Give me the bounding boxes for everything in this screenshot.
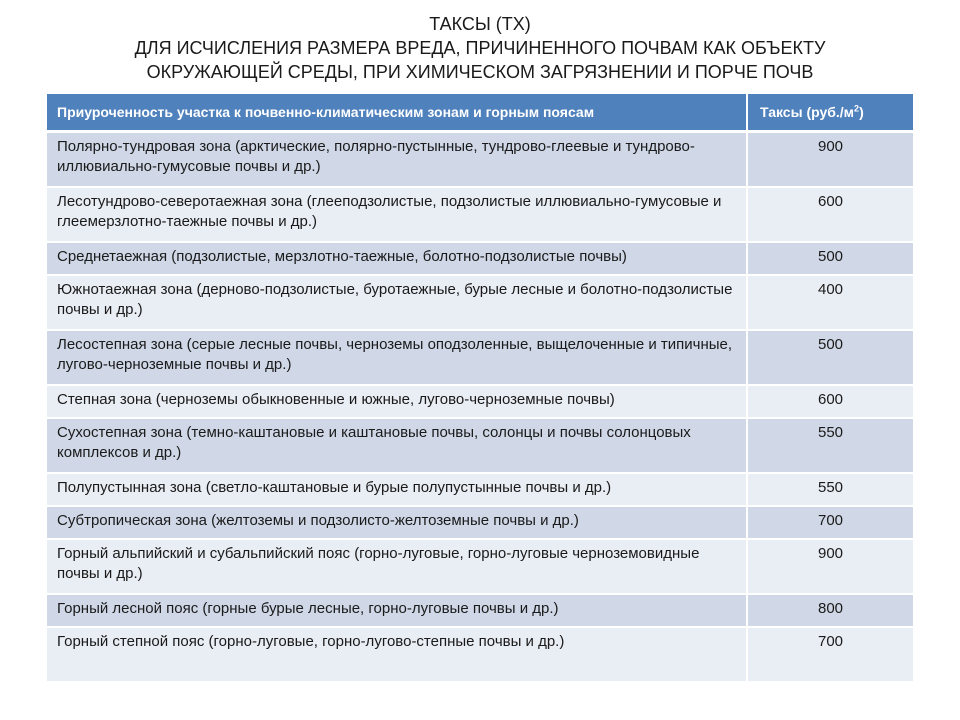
table-row — [47, 628, 913, 683]
table-row — [47, 474, 913, 507]
tax-table — [47, 94, 913, 683]
title-line-1: ТАКСЫ (ТХ) — [429, 14, 531, 34]
tax-cell: 550 — [748, 474, 913, 507]
zone-cell: Полярно-тундровая зона (арктические, полярно-пустынные, тундрово-глеевые и тундрово-иллювиально-гумусовые почвы и др.) — [47, 133, 748, 188]
header-tax-label: Таксы (руб./м — [760, 104, 855, 120]
tax-cell: 900 — [748, 540, 913, 595]
table-row — [47, 243, 913, 276]
table-row — [47, 276, 913, 331]
zone-cell: Лесотундрово-северотаежная зона (глееподзолистые, подзолистые иллювиально-гумусовые и глеемерзлотно-таежные почвы и др.) — [47, 188, 748, 243]
tax-cell: 700 — [748, 507, 913, 540]
zone-cell: Степная зона (черноземы обыкновенные и южные, лугово-черноземные почвы) — [47, 386, 748, 419]
title-line-3: ОКРУЖАЮЩЕЙ СРЕДЫ, ПРИ ХИМИЧЕСКОМ ЗАГРЯЗНЕНИИ И ПОРЧЕ ПОЧВ — [146, 62, 814, 82]
table-row — [47, 540, 913, 595]
tax-cell: 550 — [748, 419, 913, 474]
table-row — [47, 133, 913, 188]
header-zone: Приуроченность участка к почвенно-климатическим зонам и горным поясам — [47, 94, 748, 133]
header-tax — [748, 94, 913, 133]
zone-cell: Субтропическая зона (желтоземы и подзолисто-желтоземные почвы и др.) — [47, 507, 748, 540]
tax-cell: 700 — [748, 628, 913, 683]
zone-cell: Южнотаежная зона (дерново-подзолистые, буротаежные, бурые лесные и болотно-подзолистые почвы и др.) — [47, 276, 748, 331]
zone-cell: Сухостепная зона (темно-каштановые и каштановые почвы, солонцы и почвы солонцовых комплексов и др.) — [47, 419, 748, 474]
tax-cell: 500 — [748, 331, 913, 386]
zone-cell: Горный лесной пояс (горные бурые лесные, горно-луговые почвы и др.) — [47, 595, 748, 628]
tax-cell: 900 — [748, 133, 913, 188]
tax-cell: 600 — [748, 386, 913, 419]
zone-cell: Горный степной пояс (горно-луговые, горно-лугово-степные почвы и др.) — [47, 628, 748, 683]
tax-cell: 800 — [748, 595, 913, 628]
table-row — [47, 595, 913, 628]
title-line-2: ДЛЯ ИСЧИСЛЕНИЯ РАЗМЕРА ВРЕДА, ПРИЧИНЕННОГО ПОЧВАМ КАК ОБЪЕКТУ — [134, 38, 826, 58]
table-row — [47, 419, 913, 474]
zone-cell: Полупустынная зона (светло-каштановые и бурые полупустынные почвы и др.) — [47, 474, 748, 507]
page-title — [0, 12, 960, 84]
table-row — [47, 331, 913, 386]
header-tax-close: ) — [859, 104, 864, 120]
tax-cell: 600 — [748, 188, 913, 243]
table-row — [47, 188, 913, 243]
table-header-row — [47, 94, 913, 133]
table-row — [47, 386, 913, 419]
header-tax-superscript: 2 — [854, 103, 860, 114]
table-row — [47, 507, 913, 540]
zone-cell: Лесостепная зона (серые лесные почвы, черноземы оподзоленные, выщелоченные и типичные, лугово-черноземные почвы и др.) — [47, 331, 748, 386]
tax-cell: 400 — [748, 276, 913, 331]
zone-cell: Горный альпийский и субальпийский пояс (горно-луговые, горно-луговые черноземовидные почвы и др.) — [47, 540, 748, 595]
tax-cell: 500 — [748, 243, 913, 276]
zone-cell: Среднетаежная (подзолистые, мерзлотно-таежные, болотно-подзолистые почвы) — [47, 243, 748, 276]
